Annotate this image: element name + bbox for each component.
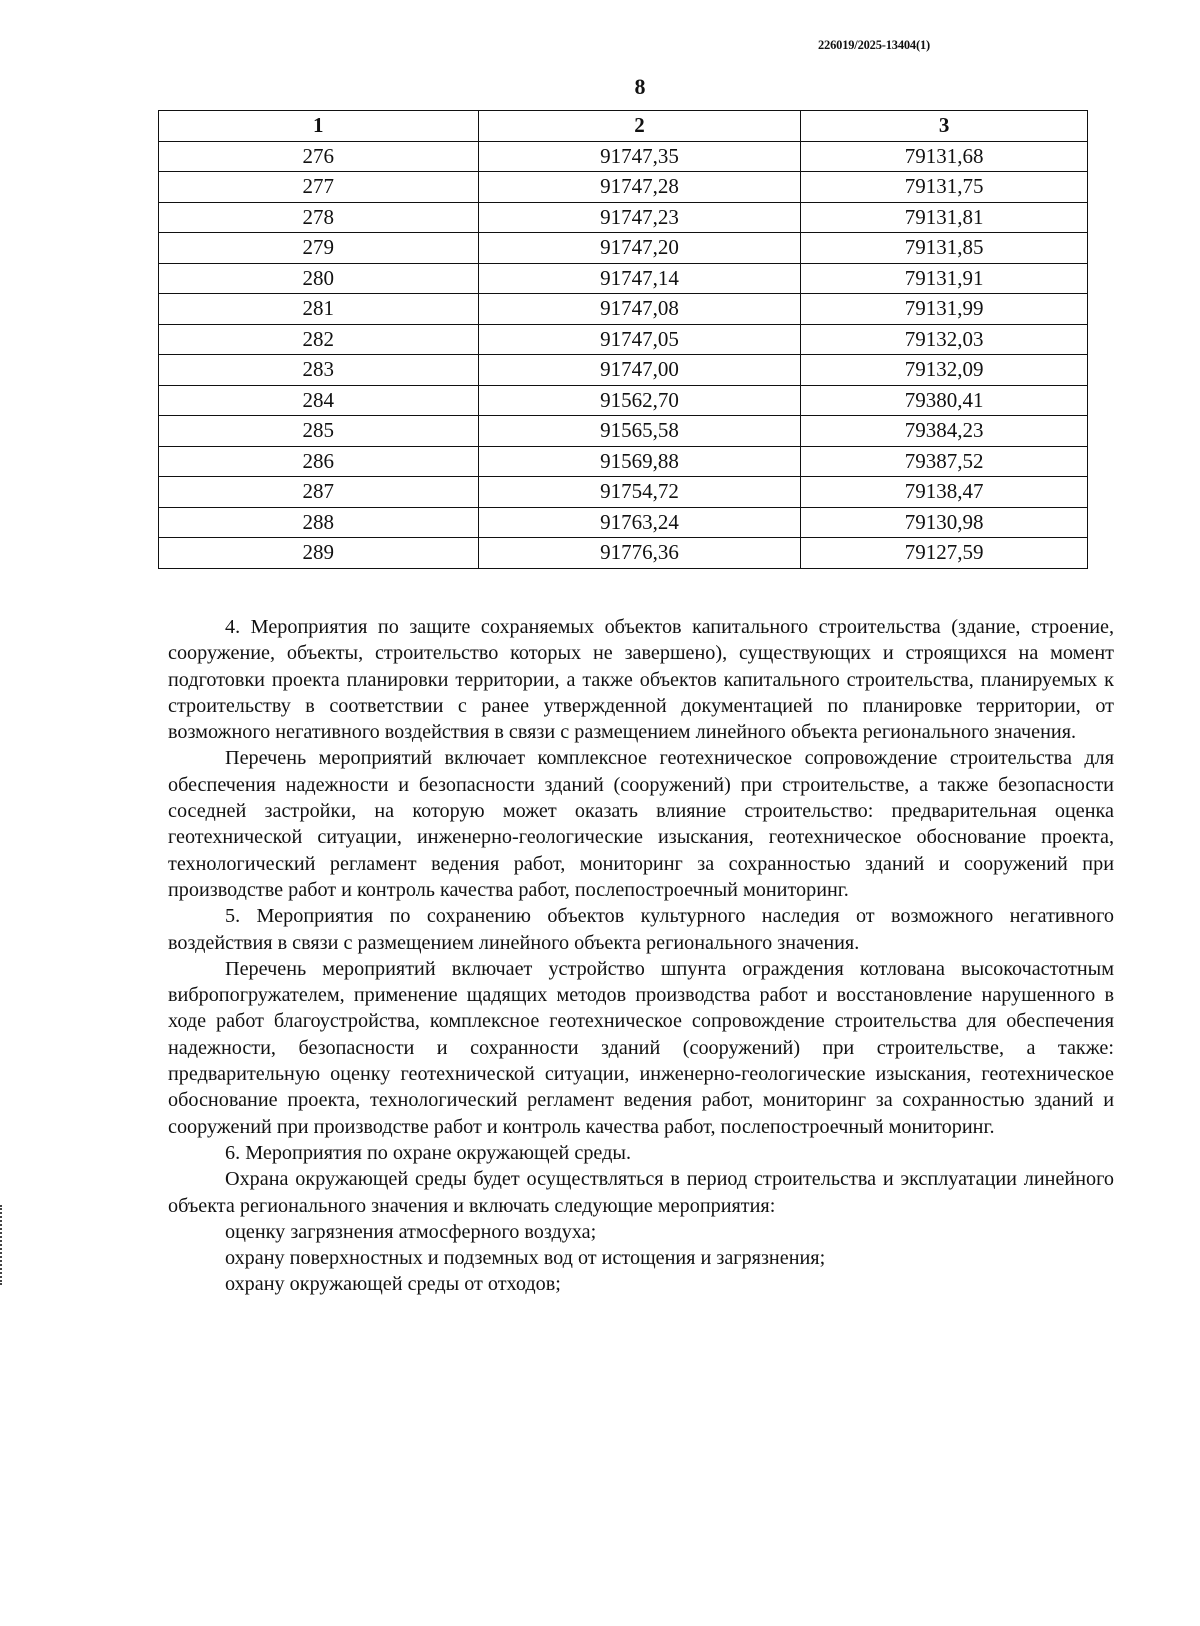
list-item: оценку загрязнения атмосферного воздуха;: [225, 1220, 597, 1243]
point-number: 280: [159, 263, 479, 294]
point-number: 283: [159, 355, 479, 386]
section-4-heading: 4. Мероприятия по защите сохраняемых объектов капитального строительства (здание, строение, сооружение, объекты, строительство которых не завершено), существующих и строящихся на момент подготовки проекта планировки территории, а также объектов капитального строительства, планируемых к строительству в соответствии с ранее утвержденной документацией по планировке территории, от возможного негативного воздействия в связи с размещением линейного объекта регионального значения.: [168, 616, 1114, 744]
x-coordinate: 91747,08: [478, 294, 801, 325]
y-coordinate: 79131,91: [801, 263, 1088, 294]
x-coordinate: 91569,88: [478, 446, 801, 477]
point-number: 289: [159, 538, 479, 569]
x-coordinate: 91747,23: [478, 202, 801, 233]
table-row: [159, 446, 1088, 477]
section-6-paragraph: Охрана окружающей среды будет осуществляться в период строительства и эксплуатации линейного объекта регионального значения и включать следующие мероприятия:: [168, 1168, 1114, 1217]
y-coordinate: 79132,03: [801, 324, 1088, 355]
y-coordinate: 79384,23: [801, 416, 1088, 447]
coordinates-table: [158, 110, 1088, 569]
point-number: 281: [159, 294, 479, 325]
y-coordinate: 79127,59: [801, 538, 1088, 569]
y-coordinate: 79387,52: [801, 446, 1088, 477]
document-id: 226019/2025-13404(1): [818, 38, 930, 52]
table-header-row: [159, 111, 1088, 142]
y-coordinate: 79138,47: [801, 477, 1088, 508]
table-row: [159, 416, 1088, 447]
table-row: [159, 263, 1088, 294]
table-row: [159, 477, 1088, 508]
point-number: 287: [159, 477, 479, 508]
table-row: [159, 324, 1088, 355]
y-coordinate: 79380,41: [801, 385, 1088, 416]
section-5-heading: 5. Мероприятия по сохранению объектов культурного наследия от возможного негативного воздействия в связи с размещением линейного объекта регионального значения.: [168, 905, 1114, 954]
table-row: [159, 172, 1088, 203]
x-coordinate: 91747,05: [478, 324, 801, 355]
x-coordinate: 91747,00: [478, 355, 801, 386]
point-number: 284: [159, 385, 479, 416]
x-coordinate: 91747,35: [478, 141, 801, 172]
table-row: [159, 233, 1088, 264]
x-coordinate: 91754,72: [478, 477, 801, 508]
point-number: 288: [159, 507, 479, 538]
y-coordinate: 79131,99: [801, 294, 1088, 325]
table-row: [159, 202, 1088, 233]
y-coordinate: 79130,98: [801, 507, 1088, 538]
scan-edge-mark: [0, 1205, 4, 1285]
point-number: 276: [159, 141, 479, 172]
point-number: 277: [159, 172, 479, 203]
point-number: 279: [159, 233, 479, 264]
x-coordinate: 91776,36: [478, 538, 801, 569]
table-row: [159, 507, 1088, 538]
x-coordinate: 91747,28: [478, 172, 801, 203]
x-coordinate: 91565,58: [478, 416, 801, 447]
table-row: [159, 294, 1088, 325]
table-row: [159, 538, 1088, 569]
list-item: охрану поверхностных и подземных вод от истощения и загрязнения;: [225, 1247, 826, 1270]
y-coordinate: 79131,81: [801, 202, 1088, 233]
section-5-paragraph: Перечень мероприятий включает устройство шпунта ограждения котлована высокочастотным вибропогружателем, применение щадящих методов производства работ и восстановление нарушенного в ходе работ благоустройства, комплексное геотехническое сопровождение строительства для обеспечения надежности, безопасности и сохранности зданий (сооружений) при строительстве, а также: предварительную оценку геотехнической ситуации, инженерно-геологические изыскания, геотехническое обоснование проекта, технологический регламент ведения работ, мониторинг за сохранностью зданий и сооружений при производстве работ и контроль качества работ, послепостроечный мониторинг.: [168, 957, 1114, 1138]
section-4-paragraph: Перечень мероприятий включает комплексное геотехническое сопровождение строительства для обеспечения надежности и безопасности зданий (сооружений) при строительстве, а также безопасности соседней застройки, на которую может оказать влияние строительство: предварительная оценка геотехнической ситуации, инженерно-геологические изыскания, геотехническое обоснование проекта, технологический регламент ведения работ, мониторинг за сохранностью зданий и сооружений при производстве работ и контроль качества работ, послепостроечный мониторинг.: [168, 747, 1114, 901]
page-number: 8: [634, 74, 646, 99]
column-header: 1: [159, 111, 479, 142]
document-body: [168, 614, 1114, 1298]
section-6-heading: 6. Мероприятия по охране окружающей среды.: [225, 1141, 631, 1164]
x-coordinate: 91763,24: [478, 507, 801, 538]
x-coordinate: 91562,70: [478, 385, 801, 416]
column-header: 2: [478, 111, 801, 142]
table-row: [159, 385, 1088, 416]
column-header: 3: [801, 111, 1088, 142]
point-number: 285: [159, 416, 479, 447]
table-row: [159, 141, 1088, 172]
point-number: 286: [159, 446, 479, 477]
y-coordinate: 79131,75: [801, 172, 1088, 203]
y-coordinate: 79131,85: [801, 233, 1088, 264]
point-number: 282: [159, 324, 479, 355]
y-coordinate: 79132,09: [801, 355, 1088, 386]
table-row: [159, 355, 1088, 386]
x-coordinate: 91747,20: [478, 233, 801, 264]
y-coordinate: 79131,68: [801, 141, 1088, 172]
list-item: охрану окружающей среды от отходов;: [225, 1273, 561, 1296]
x-coordinate: 91747,14: [478, 263, 801, 294]
point-number: 278: [159, 202, 479, 233]
